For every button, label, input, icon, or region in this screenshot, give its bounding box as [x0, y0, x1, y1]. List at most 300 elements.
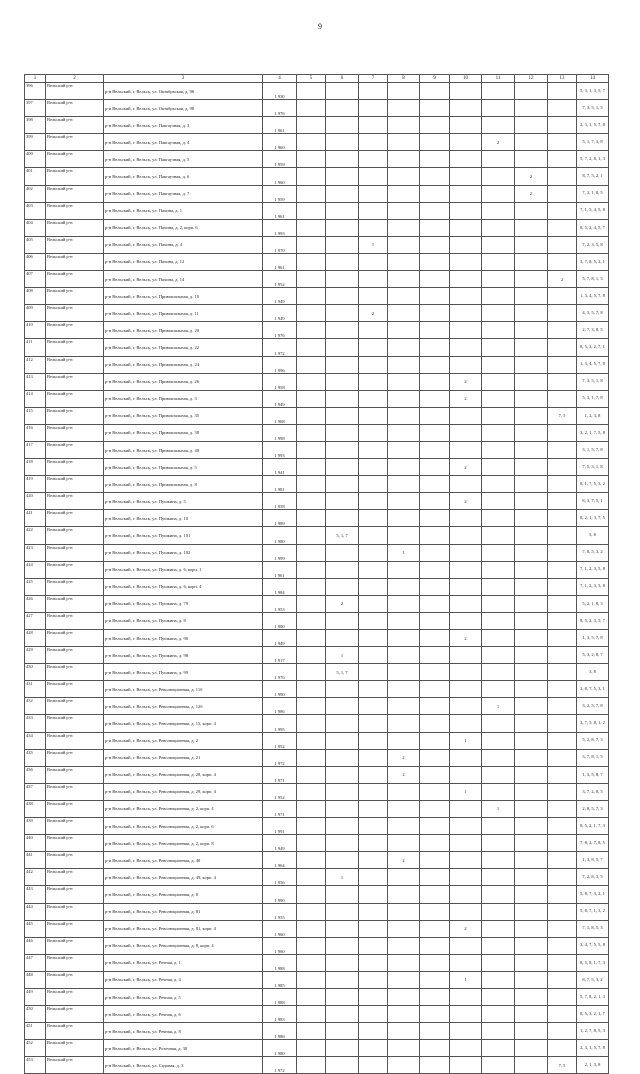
value-cell-5	[297, 527, 326, 544]
value-cell-12	[515, 407, 548, 424]
table-row	[25, 630, 609, 647]
value-cell-12	[515, 561, 548, 578]
value-cell-6	[326, 749, 359, 766]
row-number-cell: 429	[25, 647, 46, 664]
district-cell: Вельский р-н	[46, 544, 104, 561]
value-cell-7	[359, 800, 388, 817]
column-header-1: 1	[25, 75, 46, 83]
value-cell-7	[359, 493, 388, 510]
address-cell: р-н Вельский, г. Вельск, ул. Привокзальная, д. 3	[104, 390, 263, 407]
value-cell-6	[326, 322, 359, 339]
column-header-4: 4	[263, 75, 297, 83]
value-cell-9	[420, 630, 450, 647]
value-cell-12	[515, 493, 548, 510]
value-cell-11	[482, 783, 515, 800]
district-cell: Вельский р-н	[46, 322, 104, 339]
address-cell: р-н Вельский, г. Вельск, ул. Революционная, д. 21	[104, 749, 263, 766]
code-list-cell: 1, 2, 7, 8, 5, 3	[577, 1023, 609, 1040]
value-cell-7	[359, 715, 388, 732]
row-number-cell: 396	[25, 83, 46, 100]
value-cell-9	[420, 356, 450, 373]
value-cell-8	[388, 971, 420, 988]
table-row	[25, 783, 609, 800]
value-cell-7	[359, 151, 388, 168]
code-list-cell: 5, 3, 2, 8, 7	[577, 647, 609, 664]
value-cell-13: 7, 5	[548, 1057, 577, 1074]
year-cell: 1 990	[263, 886, 297, 903]
value-cell-13	[548, 612, 577, 629]
value-cell-8	[388, 219, 420, 236]
value-cell-8	[388, 151, 420, 168]
value-cell-5	[297, 630, 326, 647]
row-number-cell: 421	[25, 510, 46, 527]
value-cell-10	[450, 903, 482, 920]
code-list-cell: 2, 3, 1, 5, 7, 8	[577, 1040, 609, 1057]
value-cell-8	[388, 647, 420, 664]
value-cell-10	[450, 339, 482, 356]
value-cell-11	[482, 100, 515, 117]
value-cell-7	[359, 356, 388, 373]
district-cell: Вельский р-н	[46, 937, 104, 954]
code-list-cell: 5, 7, 8, 2, 1, 3	[577, 988, 609, 1005]
code-list-cell: 8, 5, 2, 1, 7, 3	[577, 818, 609, 835]
table-row	[25, 527, 609, 544]
value-cell-9	[420, 424, 450, 441]
value-cell-13: 7, 5	[548, 407, 577, 424]
row-number-cell: 403	[25, 202, 46, 219]
value-cell-13	[548, 151, 577, 168]
value-cell-13	[548, 219, 577, 236]
value-cell-12	[515, 1006, 548, 1023]
value-cell-9	[420, 835, 450, 852]
row-number-cell: 431	[25, 681, 46, 698]
value-cell-7	[359, 168, 388, 185]
value-cell-12	[515, 715, 548, 732]
column-header-14: 14	[577, 75, 609, 83]
district-cell: Вельский р-н	[46, 561, 104, 578]
table-header-row	[25, 75, 609, 83]
table-row	[25, 835, 609, 852]
row-number-cell: 405	[25, 236, 46, 253]
value-cell-12	[515, 954, 548, 971]
district-cell: Вельский р-н	[46, 168, 104, 185]
row-number-cell: 452	[25, 1040, 46, 1057]
table-row	[25, 407, 609, 424]
table-row	[25, 698, 609, 715]
value-cell-8	[388, 339, 420, 356]
value-cell-8	[388, 630, 420, 647]
value-cell-11	[482, 510, 515, 527]
value-cell-5	[297, 219, 326, 236]
value-cell-11	[482, 305, 515, 322]
value-cell-11	[482, 561, 515, 578]
value-cell-5	[297, 783, 326, 800]
value-cell-12	[515, 886, 548, 903]
value-cell-9	[420, 527, 450, 544]
district-cell: Вельский р-н	[46, 219, 104, 236]
value-cell-9	[420, 407, 450, 424]
row-number-cell: 414	[25, 390, 46, 407]
address-cell: р-н Вельский, г. Вельск, ул. Пушкина, д. 79	[104, 595, 263, 612]
row-number-cell: 398	[25, 117, 46, 134]
value-cell-5	[297, 151, 326, 168]
value-cell-5	[297, 168, 326, 185]
value-cell-8	[388, 1006, 420, 1023]
value-cell-7	[359, 544, 388, 561]
register-table	[24, 74, 609, 1074]
value-cell-9	[420, 459, 450, 476]
table-row	[25, 732, 609, 749]
row-number-cell: 428	[25, 630, 46, 647]
value-cell-6	[326, 732, 359, 749]
address-cell: р-н Вельский, г. Вельск, ул. Розочная, д. 30	[104, 1040, 263, 1057]
value-cell-10	[450, 715, 482, 732]
value-cell-8	[388, 818, 420, 835]
code-list-cell: 1, 3, 5, 7, 8	[577, 630, 609, 647]
value-cell-13	[548, 869, 577, 886]
value-cell-7	[359, 424, 388, 441]
value-cell-7	[359, 937, 388, 954]
value-cell-6	[326, 185, 359, 202]
address-cell: р-н Вельский, г. Вельск, ул. Октябрьская, д. 96	[104, 83, 263, 100]
value-cell-8	[388, 664, 420, 681]
value-cell-9	[420, 83, 450, 100]
value-cell-6	[326, 800, 359, 817]
value-cell-12: 2	[515, 168, 548, 185]
value-cell-13	[548, 988, 577, 1005]
column-header-7: 7	[359, 75, 388, 83]
code-list-cell: 3, 7, 2, 8, 5	[577, 783, 609, 800]
year-cell: 1 971	[263, 766, 297, 783]
year-cell: 1 956	[263, 869, 297, 886]
year-cell: 1 981	[263, 476, 297, 493]
value-cell-5	[297, 185, 326, 202]
value-cell-7	[359, 852, 388, 869]
value-cell-7	[359, 561, 388, 578]
value-cell-7	[359, 698, 388, 715]
value-cell-11	[482, 886, 515, 903]
address-cell: р-н Вельский, г. Вельск, ул. Революционная, д. 8, корп. 4	[104, 937, 263, 954]
value-cell-13	[548, 647, 577, 664]
value-cell-12	[515, 647, 548, 664]
address-cell: р-н Вельский, г. Вельск, ул. Революционная, д. 29, корп. 4	[104, 783, 263, 800]
district-cell: Вельский р-н	[46, 493, 104, 510]
value-cell-8	[388, 168, 420, 185]
value-cell-8: 2	[388, 852, 420, 869]
value-cell-5	[297, 852, 326, 869]
row-number-cell: 419	[25, 476, 46, 493]
value-cell-11	[482, 578, 515, 595]
value-cell-12	[515, 749, 548, 766]
code-list-cell: 7, 3, 5, 1, 8	[577, 373, 609, 390]
value-cell-12	[515, 937, 548, 954]
value-cell-11	[482, 390, 515, 407]
value-cell-12	[515, 630, 548, 647]
year-cell: 1 988	[263, 988, 297, 1005]
value-cell-12: 2	[515, 185, 548, 202]
code-list-cell: 8, 5, 8, 1, 7, 3	[577, 954, 609, 971]
year-cell: 1 949	[263, 835, 297, 852]
row-number-cell: 435	[25, 749, 46, 766]
table-row	[25, 681, 609, 698]
value-cell-12	[515, 510, 548, 527]
value-cell-6	[326, 253, 359, 270]
value-cell-8	[388, 886, 420, 903]
value-cell-12	[515, 476, 548, 493]
value-cell-12	[515, 271, 548, 288]
value-cell-5	[297, 288, 326, 305]
district-cell: Вельский р-н	[46, 852, 104, 869]
value-cell-7	[359, 920, 388, 937]
value-cell-13	[548, 715, 577, 732]
address-cell: р-н Вельский, г. Вельск, ул. Революционная, д. 11б	[104, 681, 263, 698]
row-number-cell: 438	[25, 800, 46, 817]
value-cell-6	[326, 339, 359, 356]
value-cell-13	[548, 886, 577, 903]
value-cell-7	[359, 835, 388, 852]
year-cell: 1 991	[263, 818, 297, 835]
value-cell-6	[326, 578, 359, 595]
year-cell: 1 998	[263, 424, 297, 441]
value-cell-12	[515, 800, 548, 817]
value-cell-8	[388, 305, 420, 322]
value-cell-6	[326, 783, 359, 800]
value-cell-12	[515, 151, 548, 168]
value-cell-10	[450, 236, 482, 253]
value-cell-11	[482, 852, 515, 869]
value-cell-8	[388, 100, 420, 117]
address-cell: р-н Вельский, г. Вельск, ул. Пушкина, д. 10	[104, 510, 263, 527]
value-cell-13	[548, 117, 577, 134]
value-cell-5	[297, 100, 326, 117]
district-cell: Вельский р-н	[46, 920, 104, 937]
table-row	[25, 1006, 609, 1023]
value-cell-10	[450, 869, 482, 886]
value-cell-7	[359, 783, 388, 800]
code-list-cell: 2, 1, 3, 8	[577, 1057, 609, 1074]
value-cell-11: 1	[482, 800, 515, 817]
year-cell: 1 961	[263, 561, 297, 578]
table-row	[25, 390, 609, 407]
value-cell-12	[515, 835, 548, 852]
code-list-cell: 7, 2, 3, 5, 8	[577, 236, 609, 253]
address-cell: р-н Вельский, г. Вельск, ул. Октябрьская, д. 98	[104, 100, 263, 117]
value-cell-13	[548, 185, 577, 202]
district-cell: Вельский р-н	[46, 117, 104, 134]
address-cell: р-н Вельский, г. Вельск, ул. Привокзальная, д. 8	[104, 476, 263, 493]
table-row	[25, 236, 609, 253]
code-list-cell: 3, 8	[577, 664, 609, 681]
address-cell: р-н Вельский, г. Вельск, ул. Пакгаузная, д. 7	[104, 185, 263, 202]
value-cell-8	[388, 493, 420, 510]
address-cell: р-н Вельский, г. Вельск, ул. Пушкина, д. 99	[104, 664, 263, 681]
value-cell-6	[326, 476, 359, 493]
value-cell-8	[388, 954, 420, 971]
district-cell: Вельский р-н	[46, 100, 104, 117]
table-row	[25, 253, 609, 270]
value-cell-13	[548, 630, 577, 647]
value-cell-10	[450, 1023, 482, 1040]
value-cell-10	[450, 510, 482, 527]
value-cell-8	[388, 407, 420, 424]
value-cell-11	[482, 339, 515, 356]
value-cell-10	[450, 578, 482, 595]
value-cell-7	[359, 202, 388, 219]
value-cell-6	[326, 698, 359, 715]
value-cell-8	[388, 1023, 420, 1040]
address-cell: р-н Вельский, г. Вельск, ул. Революционная, д. 40	[104, 852, 263, 869]
value-cell-13	[548, 1006, 577, 1023]
year-cell: 1 999	[263, 544, 297, 561]
code-list-cell: 3, 2, 1, 7, 5, 8	[577, 424, 609, 441]
value-cell-13	[548, 476, 577, 493]
value-cell-10: 2	[450, 390, 482, 407]
value-cell-9	[420, 185, 450, 202]
value-cell-10	[450, 407, 482, 424]
row-number-cell: 404	[25, 219, 46, 236]
year-cell: 1 993	[263, 441, 297, 458]
row-number-cell: 446	[25, 937, 46, 954]
column-header-3: 3	[104, 75, 263, 83]
value-cell-6: 2	[326, 595, 359, 612]
value-cell-13	[548, 202, 577, 219]
value-cell-5	[297, 322, 326, 339]
value-cell-5	[297, 1006, 326, 1023]
value-cell-10	[450, 219, 482, 236]
year-cell: 1 993	[263, 219, 297, 236]
code-list-cell: 2, 3, 1, 5, 7, 8	[577, 117, 609, 134]
value-cell-10	[450, 441, 482, 458]
value-cell-7	[359, 1006, 388, 1023]
value-cell-11	[482, 288, 515, 305]
value-cell-11	[482, 971, 515, 988]
code-list-cell: 7, 1, 2, 3, 5, 8	[577, 561, 609, 578]
value-cell-8	[388, 288, 420, 305]
value-cell-12	[515, 459, 548, 476]
value-cell-10	[450, 544, 482, 561]
value-cell-8	[388, 835, 420, 852]
value-cell-8	[388, 920, 420, 937]
value-cell-10	[450, 476, 482, 493]
code-list-cell: 3, 8	[577, 527, 609, 544]
year-cell: 1 961	[263, 253, 297, 270]
value-cell-9	[420, 749, 450, 766]
value-cell-6: 5, 1, 7	[326, 527, 359, 544]
district-cell: Вельский р-н	[46, 1040, 104, 1057]
value-cell-13	[548, 732, 577, 749]
value-cell-10	[450, 749, 482, 766]
value-cell-9	[420, 288, 450, 305]
code-list-cell: 1, 2, 3, 8	[577, 407, 609, 424]
value-cell-12	[515, 664, 548, 681]
value-cell-12	[515, 1040, 548, 1057]
value-cell-11	[482, 168, 515, 185]
value-cell-6	[326, 459, 359, 476]
row-number-cell: 397	[25, 100, 46, 117]
value-cell-8	[388, 117, 420, 134]
row-number-cell: 443	[25, 886, 46, 903]
year-cell: 1 900	[263, 612, 297, 629]
table-row	[25, 886, 609, 903]
row-number-cell: 426	[25, 595, 46, 612]
row-number-cell: 420	[25, 493, 46, 510]
address-cell: р-н Вельский, г. Вельск, ул. Революционная, д. 12б	[104, 698, 263, 715]
value-cell-10	[450, 288, 482, 305]
value-cell-9	[420, 117, 450, 134]
value-cell-13	[548, 903, 577, 920]
year-cell: 1 972	[263, 339, 297, 356]
value-cell-9	[420, 373, 450, 390]
code-list-cell: 8, 1, 7, 5, 3, 2	[577, 476, 609, 493]
district-cell: Вельский р-н	[46, 339, 104, 356]
value-cell-5	[297, 766, 326, 783]
code-list-cell: 5, 2, 1, 8, 3	[577, 595, 609, 612]
address-cell: р-н Вельский, г. Вельск, ул. Садовая, д. 3	[104, 1057, 263, 1074]
value-cell-8	[388, 527, 420, 544]
value-cell-11: 1	[482, 698, 515, 715]
value-cell-10	[450, 988, 482, 1005]
value-cell-12	[515, 869, 548, 886]
district-cell: Вельский р-н	[46, 151, 104, 168]
address-cell: р-н Вельский, г. Вельск, ул. Пушкина, д. 101	[104, 527, 263, 544]
value-cell-9	[420, 219, 450, 236]
code-list-cell: 7, 1, 8, 5, 3	[577, 920, 609, 937]
value-cell-11	[482, 903, 515, 920]
row-number-cell: 432	[25, 698, 46, 715]
code-list-cell: 2, 8, 7, 5, 3, 1	[577, 681, 609, 698]
address-cell: р-н Вельский, г. Вельск, ул. Пахина, д. 1	[104, 202, 263, 219]
row-number-cell: 401	[25, 168, 46, 185]
table-row	[25, 271, 609, 288]
address-cell: р-н Вельский, г. Вельск, ул. Пушкина, д. 98	[104, 647, 263, 664]
value-cell-5	[297, 835, 326, 852]
address-cell: р-н Вельский, г. Вельск, ул. Привокзальная, д. 38	[104, 424, 263, 441]
district-cell: Вельский р-н	[46, 407, 104, 424]
value-cell-11	[482, 612, 515, 629]
value-cell-7	[359, 1023, 388, 1040]
value-cell-8	[388, 561, 420, 578]
value-cell-11	[482, 117, 515, 134]
address-cell: р-н Вельский, г. Вельск, ул. Привокзальная, д. 10	[104, 288, 263, 305]
value-cell-9	[420, 869, 450, 886]
row-number-cell: 425	[25, 578, 46, 595]
code-list-cell: 3, 2, 5, 7, 8	[577, 698, 609, 715]
value-cell-11	[482, 493, 515, 510]
value-cell-7	[359, 647, 388, 664]
value-cell-10	[450, 253, 482, 270]
value-cell-7	[359, 971, 388, 988]
value-cell-6	[326, 971, 359, 988]
district-cell: Вельский р-н	[46, 510, 104, 527]
value-cell-5	[297, 681, 326, 698]
value-cell-13	[548, 441, 577, 458]
year-cell: 1 996	[263, 356, 297, 373]
value-cell-9	[420, 766, 450, 783]
value-cell-7	[359, 459, 388, 476]
row-number-cell: 442	[25, 869, 46, 886]
code-list-cell: 5, 7, 8, 1, 3	[577, 271, 609, 288]
table-row	[25, 322, 609, 339]
row-number-cell: 434	[25, 732, 46, 749]
value-cell-11	[482, 356, 515, 373]
value-cell-6	[326, 202, 359, 219]
value-cell-6	[326, 612, 359, 629]
value-cell-6	[326, 219, 359, 236]
value-cell-9	[420, 493, 450, 510]
year-cell: 1 970	[263, 236, 297, 253]
value-cell-8	[388, 83, 420, 100]
row-number-cell: 437	[25, 783, 46, 800]
